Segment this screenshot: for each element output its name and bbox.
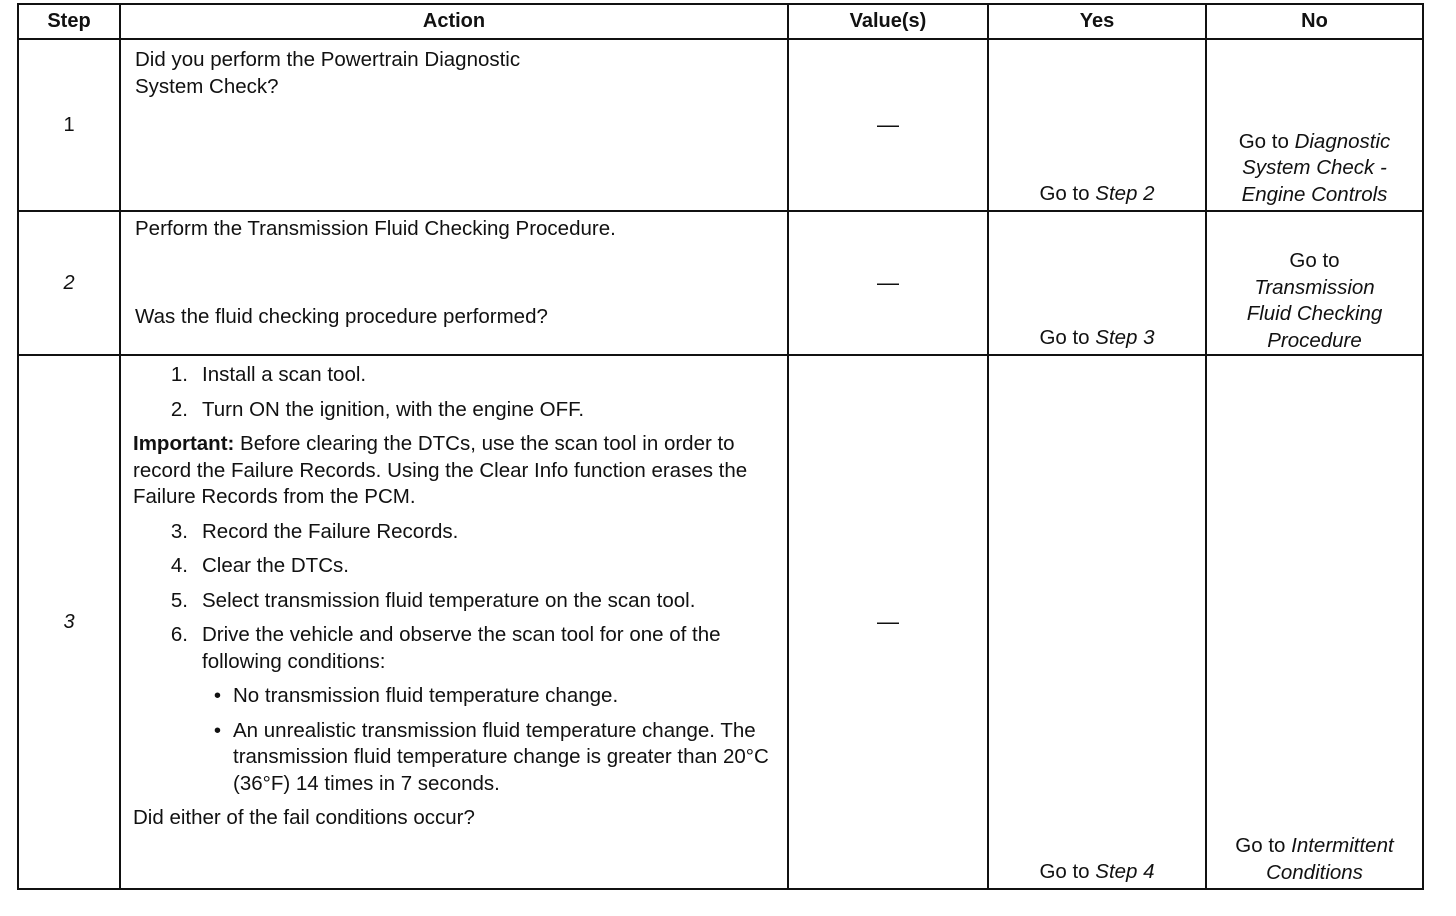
- no-cell[interactable]: [1206, 39, 1423, 211]
- list-item: [133, 588, 779, 615]
- step-index: 4.: [170, 554, 188, 577]
- header-yes: Yes: [988, 4, 1206, 39]
- no-link[interactable]: Fluid Checking: [1246, 302, 1383, 325]
- action-cell: [120, 211, 788, 355]
- action-text: Perform the Transmission Fluid Checking Procedure.: [135, 217, 616, 240]
- no-link[interactable]: Engine Controls: [1241, 182, 1388, 206]
- step-number: 3: [18, 355, 120, 889]
- header-row: [18, 4, 1423, 39]
- header-step: Step: [18, 4, 120, 39]
- action-text: System Check?: [135, 74, 279, 98]
- step-index: 1.: [170, 363, 188, 386]
- header-values: Value(s): [788, 4, 988, 39]
- no-link[interactable]: Procedure: [1267, 328, 1362, 352]
- step-index: 3.: [170, 519, 188, 543]
- action-question: Did either of the fail conditions occur?: [133, 806, 475, 829]
- list-item: [133, 362, 779, 389]
- list-item-text: An unrealistic transmission fluid temperature change. The transmission fluid temperature change is greater than 20°C (36°F) 14 times in 7 seconds.: [233, 718, 769, 795]
- no-cell[interactable]: [1206, 211, 1423, 355]
- action-text: Did you perform the Powertrain Diagnostic: [135, 48, 521, 71]
- value-cell: —: [788, 211, 988, 355]
- list-item-text: Select transmission fluid temperature on the scan tool.: [202, 588, 696, 612]
- step-number: 1: [18, 39, 120, 211]
- important-text: Before clearing the DTCs, use the scan tool in order to record the Failure Records. Using the Clear Info function erases the Failure Records from the PCM.: [133, 432, 748, 508]
- important-note: [133, 431, 779, 511]
- table-row: [18, 39, 1423, 211]
- no-cell[interactable]: [1206, 355, 1423, 889]
- header-action: Action: [120, 4, 788, 39]
- list-item: [133, 683, 779, 710]
- yes-prefix: Go to: [1039, 182, 1096, 205]
- no-link[interactable]: Conditions: [1266, 860, 1363, 884]
- list-item: [133, 519, 779, 546]
- yes-prefix: Go to: [1039, 326, 1096, 349]
- step-index: 2.: [170, 397, 188, 421]
- header-no: No: [1206, 4, 1423, 39]
- step-number: 2: [18, 211, 120, 355]
- yes-prefix: Go to: [1039, 860, 1096, 883]
- no-link[interactable]: Transmission: [1254, 275, 1375, 299]
- step-index: 5.: [170, 588, 188, 612]
- bullet-icon: •: [213, 718, 221, 742]
- condition-list: [133, 683, 779, 797]
- list-item: [133, 718, 779, 798]
- list-item: [133, 553, 779, 580]
- value-cell: —: [788, 355, 988, 889]
- step-list: [133, 362, 779, 423]
- list-item-text: Drive the vehicle and observe the scan tool for one of the following conditions:: [202, 623, 721, 673]
- no-link[interactable]: System Check -: [1242, 156, 1387, 179]
- value-cell: —: [788, 39, 988, 211]
- list-item: [133, 397, 779, 424]
- list-item-text: No transmission fluid temperature change.: [233, 684, 619, 707]
- table-row: [18, 211, 1423, 355]
- yes-link[interactable]: Step 2: [1095, 182, 1155, 205]
- list-item-text: Clear the DTCs.: [202, 554, 349, 577]
- list-item-text: Install a scan tool.: [202, 363, 367, 386]
- yes-link[interactable]: Step 3: [1095, 326, 1155, 349]
- no-prefix: Go to: [1289, 249, 1340, 272]
- no-prefix: Go to: [1238, 129, 1295, 153]
- yes-cell[interactable]: [988, 211, 1206, 355]
- step-list: [133, 519, 779, 676]
- yes-link[interactable]: Step 4: [1095, 860, 1155, 883]
- action-question: Was the fluid checking procedure performed?: [135, 305, 548, 328]
- diagnostic-table: [17, 3, 1424, 890]
- action-cell: [120, 355, 788, 889]
- yes-cell[interactable]: [988, 39, 1206, 211]
- no-link[interactable]: Diagnostic: [1294, 129, 1391, 153]
- bullet-icon: •: [213, 684, 221, 707]
- action-cell: [120, 39, 788, 211]
- yes-cell[interactable]: [988, 355, 1206, 889]
- no-link[interactable]: Intermittent: [1291, 834, 1394, 857]
- no-prefix: Go to: [1235, 834, 1292, 857]
- list-item: [133, 622, 779, 675]
- list-item-text: Record the Failure Records.: [202, 519, 459, 543]
- step-index: 6.: [170, 623, 188, 646]
- list-item-text: Turn ON the ignition, with the engine OFF.: [202, 397, 585, 421]
- table-row: [18, 355, 1423, 889]
- important-label: Important:: [133, 432, 235, 455]
